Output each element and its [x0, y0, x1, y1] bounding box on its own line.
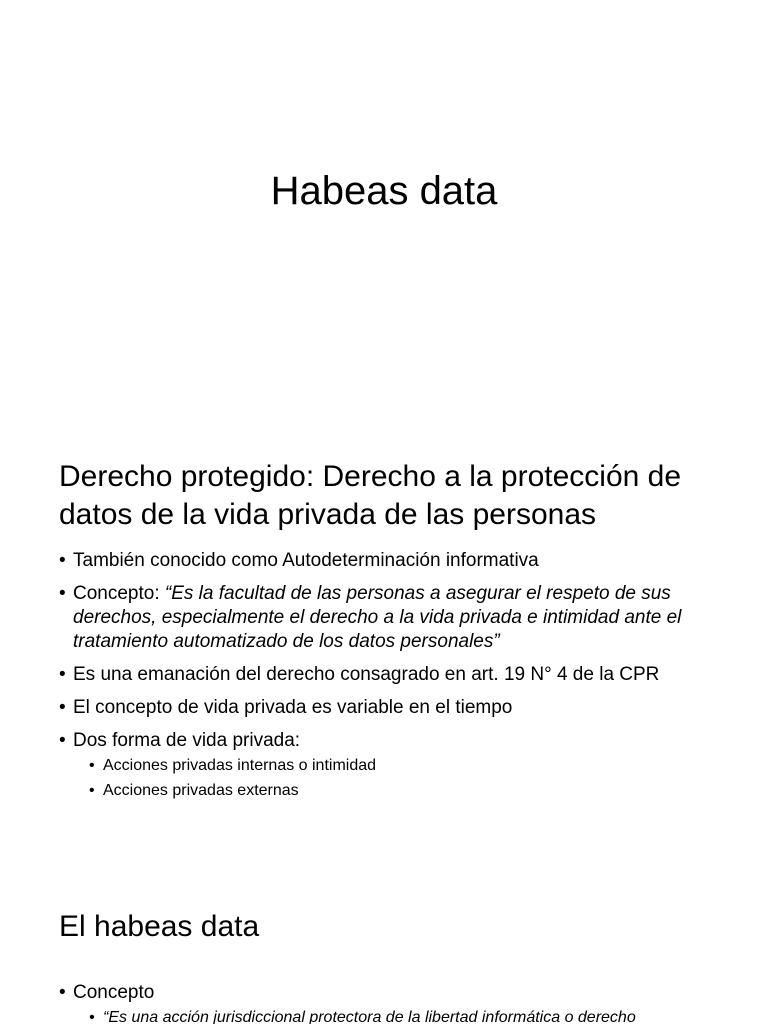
concept-label: Concepto: [73, 583, 165, 604]
slide-title-page [0, 0, 768, 410]
slide-derecho-protegido [0, 410, 768, 855]
sub-bullet-item: • “Es una acción jurisdiccional protectora de la libertad informática o derecho [89, 1008, 739, 1024]
sub-bullet-item: • Acciones privadas internas o intimidad [89, 756, 739, 776]
bullet-item: • El concepto de vida privada es variable en el tiempo [59, 696, 739, 720]
bullet-item-concept [59, 582, 739, 654]
main-title: Habeas data [270, 169, 498, 213]
slide-title: Derecho protegido: Derecho a la protección de datos de la vida privada de las personas [59, 460, 682, 531]
bullet-item: • Dos forma de vida privada: [59, 729, 739, 753]
slide-el-habeas-data [0, 855, 768, 1024]
bullet-item: • Concepto [59, 981, 739, 1005]
bullet-list [59, 981, 739, 1024]
bullet-list [59, 549, 739, 806]
bullet-item: • También conocido como Autodeterminación informativa [59, 549, 739, 573]
sub-bullet-item: • Acciones privadas externas [89, 781, 739, 801]
concept-quote: “Es la facultad de las personas a asegurar el respeto de sus derechos, especialmente el derecho a la vida privada e intimidad ante el tratamiento automatizado de los datos personales” [73, 583, 682, 652]
bullet-item: • Es una emanación del derecho consagrado en art. 19 N° 4 de la CPR [59, 663, 739, 687]
slide-title: El habeas data [59, 910, 260, 943]
